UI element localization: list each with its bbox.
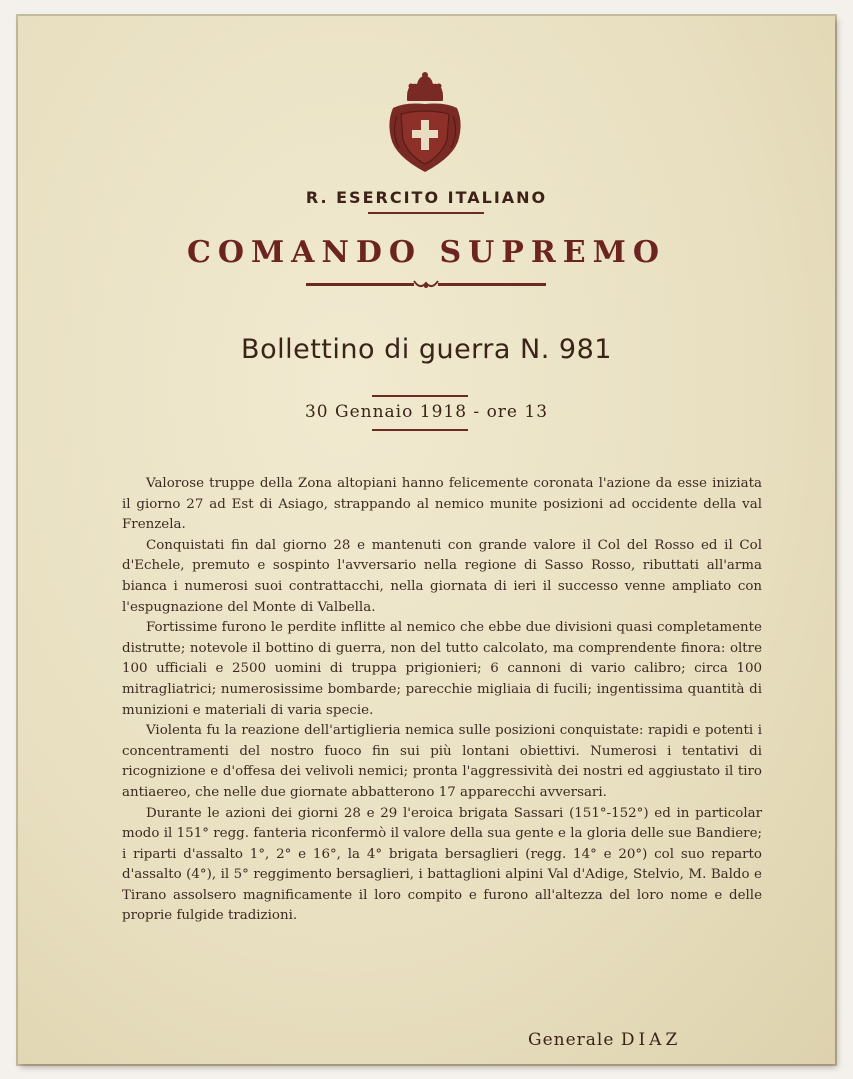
- paragraph: Durante le azioni dei giorni 28 e 29 l'eroica brigata Sassari (151°-152°) ed in particolar modo il 151° regg. fanteria riconfermò il valore della sua gente e la gloria delle sue Bandiere; i riparti d'assalto 1°, 2° e 16°, la 4° brigata bersaglieri (regg. 14° e 20°) col suo reparto d'assalto (4°), il 5° reggimento bersaglieri, i battaglioni alpini Val d'Adige, Stelvio, M. Baldo e Tirano assolsero magnificamente il loro compito e furono all'altezza del loro nome e delle proprie fulgide tradizioni.: [122, 805, 762, 924]
- signature-name: DIAZ: [620, 1030, 682, 1050]
- divider: [372, 395, 468, 397]
- paragraph: Fortissime furono le perdite inflitte al nemico che ebbe due divisioni quasi completamente distrutte; notevole il bottino di guerra, non del tutto calcolato, ma comprendente finora: oltre 100 ufficiali e 2500 uomini di truppa prigionieri; 6 cannoni di vario calibro; circa 100 mitragliatrici; numerosissime bombarde; parecchie migliaia di fucili; ingentissima quantità di munizioni e materiali di varia specie.: [122, 620, 762, 718]
- bulletin-body: [122, 474, 762, 927]
- royal-coat-of-arms-icon: [385, 72, 465, 176]
- paragraph: Violenta fu la reazione dell'artiglieria nemica sulle posizioni conquistate: rapidi e potenti i concentramenti del nostro fuoco fin sui più lontani obiettivi. Numerosi i tentativi di ricognizione e d'offesa dei velivoli nemici; pronta l'aggressività dei nostri ed aggiustato il tiro antiaereo, che nelle due giornate abbatterono 17 apparecchi avversari.: [122, 723, 762, 800]
- ornamental-divider: [306, 278, 546, 292]
- bulletin-title: Bollettino di guerra N. 981: [241, 334, 612, 365]
- command-title: COMANDO SUPREMO: [186, 235, 667, 270]
- bulletin-date: 30 Gennaio 1918 - ore 13: [304, 402, 549, 422]
- paragraph: Valorose truppe della Zona altopiani hanno felicemente coronata l'azione da esse iniziata il giorno 27 ad Est di Asiago, strappando al nemico munite posizioni ad occidente della val Frenzela.: [122, 476, 762, 533]
- signature-title: Generale: [528, 1030, 615, 1050]
- organization-title: R. ESERCITO ITALIANO: [305, 188, 548, 207]
- bulletin-sheet: [18, 16, 835, 1064]
- paragraph: Conquistati fin dal giorno 28 e mantenuti con grande valore il Col del Rosso ed il Col d'Echele, premuto e sospinto l'avversario nella regione di Sasso Rosso, ributtati all'arma bianca i numerosi suoi contrattacchi, nella giornata di ieri il successo venne ampliato con l'espugnazione del Monte di Valbella.: [122, 537, 762, 615]
- divider: [368, 212, 484, 214]
- signature: [528, 1030, 681, 1050]
- divider: [372, 429, 468, 431]
